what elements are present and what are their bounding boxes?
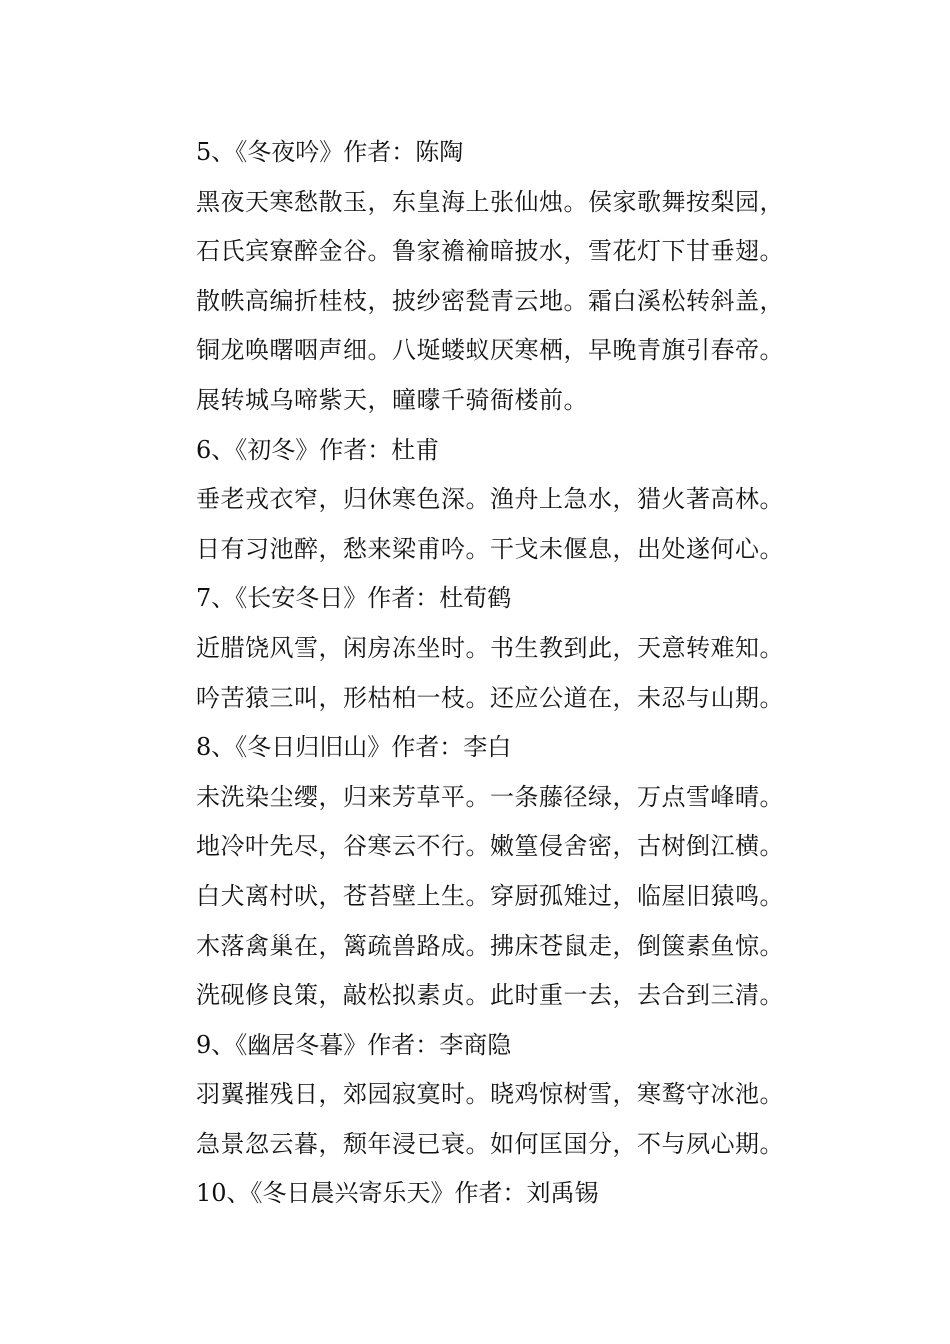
verse-line: 羽翼摧残日，郊园寂寞时。晓鸡惊树雪，寒鹜守冰池。 (196, 1080, 784, 1109)
poem-heading: 10、《冬日晨兴寄乐天》作者：刘禹锡 (196, 1179, 599, 1208)
verse-line: 日有习池醉，愁来梁甫吟。干戈未偃息，出处遂何心。 (196, 534, 784, 563)
verse-line: 散帙高编折桂枝，披纱密甃青云地。霜白溪松转斜盖， (196, 286, 784, 315)
poem-heading: 8、《冬日归旧山》作者：李白 (196, 733, 512, 762)
verse-line: 地冷叶先尽，谷寒云不行。嫩篁侵舍密，古树倒江横。 (196, 832, 784, 861)
poem-heading: 5、《冬夜吟》作者：陈陶 (196, 138, 464, 166)
poem-heading: 6、《初冬》作者：杜甫 (196, 435, 440, 464)
poem-heading: 7、《长安冬日》作者：杜荀鹤 (196, 584, 512, 613)
verse-line: 垂老戎衣窄，归休寒色深。渔舟上急水，猎火著高林。 (196, 485, 784, 514)
verse-line: 展转城乌啼紫天，曈曚千骑衙楼前。 (196, 385, 588, 414)
verse-line: 未洗染尘缨，归来芳草平。一条藤径绿，万点雪峰晴。 (196, 782, 784, 811)
verse-line: 白犬离村吠，苍苔壁上生。穿厨孤雉过，临屋旧猿鸣。 (196, 881, 784, 910)
poem-heading: 9、《幽居冬暮》作者：李商隐 (196, 1030, 512, 1059)
verse-line: 洗砚修良策，敲松拟素贞。此时重一去，去合到三清。 (196, 981, 784, 1010)
verse-line: 急景忽云暮，颓年浸已衰。如何匡国分，不与夙心期。 (196, 1129, 784, 1158)
verse-line: 铜龙唤曙咽声细。八埏蝼蚁厌寒栖，早晚青旗引春帝。 (196, 336, 784, 365)
verse-line: 黑夜天寒愁散玉，东皇海上张仙烛。侯家歌舞按梨园， (196, 187, 784, 216)
verse-line: 石氏宾寮醉金谷。鲁家襜褕暗披水，雪花灯下甘垂翅。 (196, 237, 784, 266)
verse-line: 木落禽巢在，篱疏兽路成。拂床苍鼠走，倒箧素鱼惊。 (196, 931, 784, 960)
poem-content (196, 128, 816, 1219)
verse-line: 吟苦猿三叫，形枯柏一枝。还应公道在，未忍与山期。 (196, 683, 784, 712)
verse-line: 近腊饶风雪，闲房冻坐时。书生教到此，天意转难知。 (196, 633, 784, 662)
